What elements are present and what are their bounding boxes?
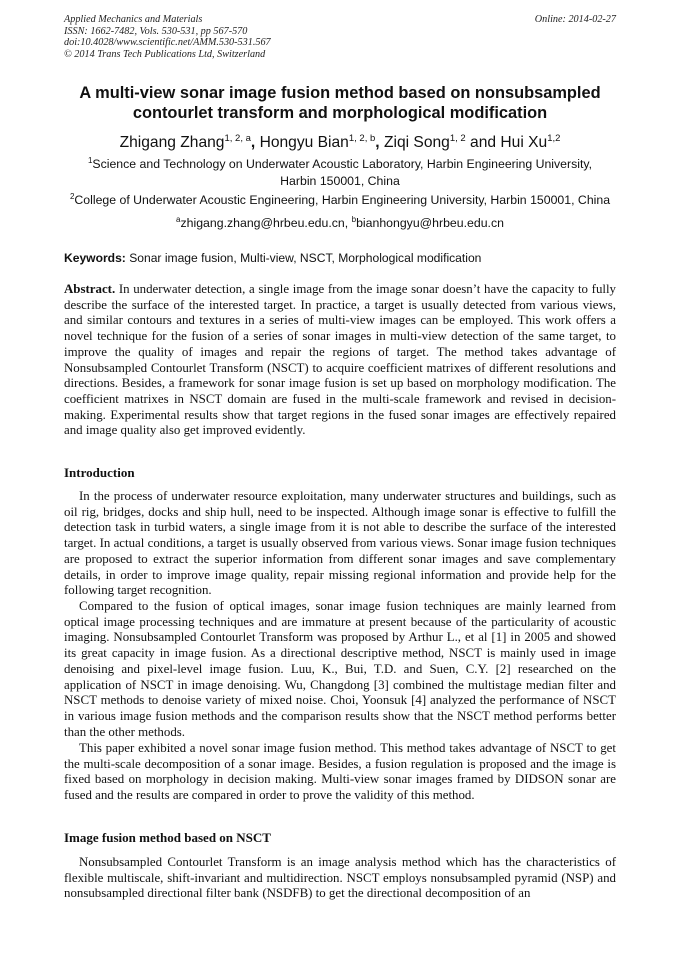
author: Hui Xu$^{1,2}$: [500, 133, 561, 151]
issn-line: ISSN: 1662-7482, Vols. 530-531, pp 567-570: [64, 25, 248, 37]
author-list: Zhigang Zhang$^{1, 2, a}$, Hongyu Bian$^{1, 2, b}$, Ziqi Song$^{1, 2}$ and Hui Xu$^{1,2}$: [119, 133, 561, 151]
title-line-2: contourlet transform and morphological modification: [132, 104, 548, 122]
intro-paragraph-3: This paper exhibited a novel sonar image fusion method. This method takes advantage of NSCT to get the multi-scale decomposition of a sonar image. Besides, a fusion regulation is proposed and the image is fixed based on morphology in decision making. Multi-view sonar images framed by DIDSON sonar are fused and the results are compared in order to prove the validity of this method.: [64, 741, 616, 803]
author: Hongyu Bian$^{1, 2, b}$: [259, 133, 376, 151]
author: Zhigang Zhang$^{1, 2, a}$: [119, 133, 251, 151]
doi-link[interactable]: doi:10.4028/www.scientific.net/AMM.530-531.567: [64, 37, 271, 49]
title-line-1: A multi-view sonar image fusion method based on nonsubsampled: [79, 84, 601, 102]
copyright-line: © 2014 Trans Tech Publications Ltd, Switzerland: [64, 48, 266, 60]
keywords-text: Sonar image fusion, Multi-view, NSCT, Morphological modification: [125, 251, 482, 265]
author: Ziqi Song$^{1, 2}$: [383, 133, 466, 151]
abstract-text: In underwater detection, a single image from the image sonar doesn’t have the capacity to fully describe the surface of the interested target. In practice, a target is usually detected from various views, and similar contours and textures in a series of multi-view images can be employed. This work offers a novel technique for the fusion of a series of sonar images in multi-view detection of the same target, to improve the quality of images and repair the regions of target. The method takes advantage of Nonsubsampled Contourlet Transform (NSCT) to acquire coefficient matrixes of different resolutions and directions. Besides, a framework for sonar image fusion is set up based on morphology modification. The coefficient matrixes in NSCT domain are fused in the multi-scale framework and revised in decision-making. Experimental results show that target regions in the fused sonar images are effectively repaired and image quality also get improved evidently.: [64, 282, 616, 438]
intro-paragraph-2: Compared to the fusion of optical images, sonar image fusion techniques are mainly learned from optical image processing techniques and are immature at present because of the particularity of acoustic imaging. Nonsubsampled Contourlet Transform was proposed by Arthur L., et al [1] in 2005 and showed its great capacity in image fusion. As a directional descriptive method, NSCT is mainly used in image denoising and pixel-level image fusion. Luu, K., Bui, T.D. and Suen, C.Y. [2] researched on the application of NSCT in image denoising. Wu, Changdong [3] combined the multistage median filter and NSCT methods to denoise variety of mixed noise. Choi, Yoonsuk [4] analyzed the performance of NSCT in various image fusion methods and the comparison results show that the NSCT method performs better than the other methods.: [64, 599, 616, 739]
section-heading-nsct: Image fusion method based on NSCT: [64, 830, 271, 845]
abstract: [64, 282, 616, 439]
affiliation-1: $^1$Science and Technology on Underwater Acoustic Laboratory, Harbin Engineering University, Harbin 150001, China: [87, 156, 593, 188]
publication-header: [64, 14, 616, 60]
keywords: [64, 250, 616, 266]
section-heading-introduction: Introduction: [64, 465, 135, 480]
paper-title: [64, 83, 616, 123]
affiliation-2: $^2$College of Underwater Acoustic Engineering, Harbin Engineering University, Harbin 150001, China: [69, 192, 611, 207]
email-link[interactable]: zhigang.zhang@hrbeu.edu.cn: [180, 216, 345, 230]
author-emails: $^a$zhigang.zhang@hrbeu.edu.cn, $^b$bianhongyu@hrbeu.edu.cn: [176, 215, 504, 230]
online-date: Online: 2014-02-27: [534, 14, 616, 25]
journal-name: Applied Mechanics and Materials: [64, 14, 203, 25]
intro-paragraph-1: In the process of underwater resource exploitation, many underwater structures and buildings, such as oil rig, bridges, docks and ship hull, need to be inspected. Although image sonar is effective to fulfill the detection task in turbid waters, a single image from it is not able to describe the surface of the interested target. In actual conditions, a target is usually observed from various views. Sonar image fusion techniques are proposed to extract the superior information from different sonar images and save complementary details, in order to improve image quality, repair missing regional information and provide help for the following target recognition.: [64, 489, 616, 598]
nsct-paragraph: Nonsubsampled Contourlet Transform is an image analysis method which has the characteristics of flexible multiscale, shift-invariant and multidirection. NSCT employs nonsubsampled pyramid (NSP) and nonsubsampled directional filter bank (NSDFB) to get the directional decomposition of an: [64, 855, 616, 901]
email-link[interactable]: bianhongyu@hrbeu.edu.cn: [356, 216, 504, 230]
keywords-label: Keywords:: [64, 251, 126, 265]
abstract-label: Abstract.: [64, 282, 116, 296]
